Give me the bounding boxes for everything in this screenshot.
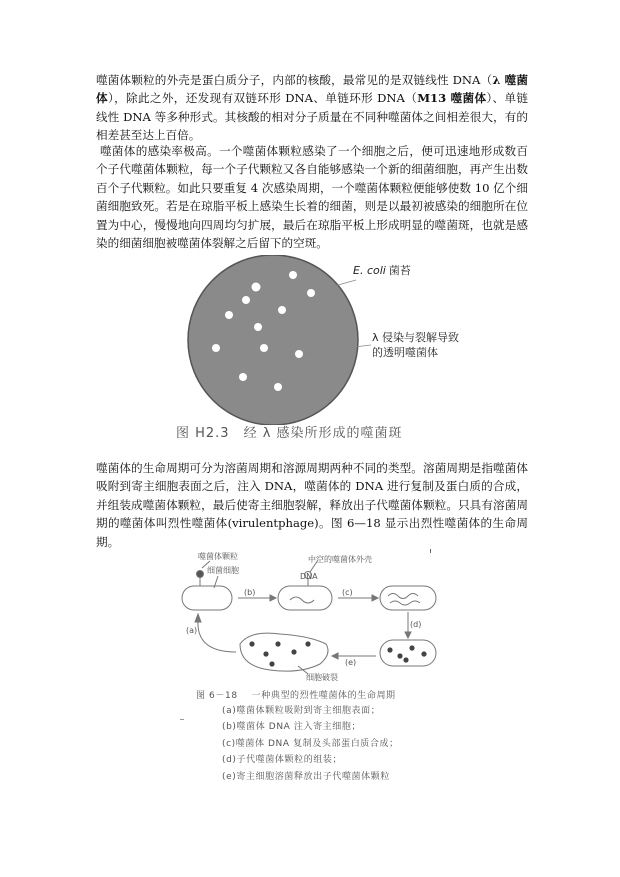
caption-text: 一种典型的烈性噬菌体的生命周期 xyxy=(251,691,396,701)
released-phage xyxy=(275,641,280,646)
figure-618-caption xyxy=(196,688,396,701)
released-phage xyxy=(249,641,254,646)
bacterial-cell xyxy=(182,586,232,610)
plaque xyxy=(307,289,315,297)
label-phage-particle: 噬菌体颗粒 xyxy=(198,552,238,561)
label-dna: DNA xyxy=(300,572,318,581)
caption-item: (e)寄主细胞溶菌释放出子代噬菌体颗粒 xyxy=(222,771,390,782)
plaque-plate-diagram xyxy=(186,255,516,425)
label-empty-shell: 中空的噬菌体外壳 xyxy=(308,555,372,564)
lysed-cell xyxy=(240,633,328,671)
caption-item: (d)子代噬菌体颗粒的组装； xyxy=(222,755,343,766)
released-phage xyxy=(269,661,274,666)
plaque xyxy=(260,344,268,352)
replicated-dna xyxy=(388,594,418,599)
phage-head xyxy=(197,571,204,578)
caption-item: (a)噬菌体颗粒吸附到寄主细胞表面； xyxy=(222,706,381,716)
injected-dna xyxy=(290,597,314,603)
arrowhead-e xyxy=(332,653,338,659)
label-ecoli-rest: 菌苔 xyxy=(388,264,411,277)
arrowhead-b xyxy=(270,595,276,601)
arrow-a xyxy=(198,620,236,652)
plaque xyxy=(295,350,303,358)
p1-text-c: ），除此之外，还发现有双链环形 DNA、单链环形 DNA（ xyxy=(107,91,418,106)
paragraph-phage-structure xyxy=(96,71,528,145)
caption-text: 经 λ 感染所形成的噬菌斑 xyxy=(243,426,403,441)
label-bacterial-cell: 细菌细胞 xyxy=(207,566,239,575)
paragraph-infection-rate: 噬菌体的感染率极高。一个噬菌体颗粒感染了一个细胞之后，便可迅速地形成数百个子代噬菌体颗粒，每一个子代颗粒又各自能够感染一个新的细菌细胞，再产生出数百个子代颗粒。如此只要重复 4 次感染周期，一个噬菌体颗粒便能够使数 10 亿个细菌细胞致死。若是在琼脂平板上感染生长着的细菌，则是以最初被感染的细胞所在位置为中心，慢慢地向四周均匀扩展，最后在琼脂平板上形成明显的噬菌斑，也就是感染的细菌细胞被噬菌体裂解之后留下的空斑。 xyxy=(96,144,528,251)
bacterial-cell xyxy=(380,586,436,610)
label-lysis-plaque xyxy=(372,330,459,360)
progeny-phage xyxy=(409,645,414,650)
caption-item: (c)噬菌体 DNA 复制及头部蛋白质合成； xyxy=(222,738,399,749)
caption-item: (b)噬菌体 DNA 注入寄主细胞； xyxy=(222,722,362,733)
caption-number: 图 H2.3 xyxy=(176,426,230,441)
p1-bold-lambda: λ 噬菌体 xyxy=(96,73,528,106)
paragraph-life-cycle: 噬菌体的生命周期可分为溶菌周期和溶源周期两种不同的类型。溶菌周期是指噬菌体吸附到寄主细胞表面之后，注入 DNA，噬菌体的 DNA 进行复制及蛋白质的合成，并组装成噬菌体颗粒，最后使寄主细胞裂解，释放出子代噬菌体颗粒。只具有溶菌周期的噬菌体叫烈性噬菌体(virulentphage)。图 6—18 显示出烈性噬菌体的生命周期。 xyxy=(96,461,528,549)
plaque xyxy=(254,323,262,331)
p1-text-a: 噬菌体颗粒的外壳是蛋白质分子，内部的核酸，最常见的是双链线性 DNA（ xyxy=(96,73,493,87)
released-phage xyxy=(305,641,310,646)
step-d-label: (d) xyxy=(410,620,422,629)
arrowhead-c xyxy=(372,595,378,601)
progeny-phage xyxy=(421,651,426,656)
step-c-label: (c) xyxy=(342,588,353,597)
p1-bold-m13: M13 噬菌体 xyxy=(417,91,487,106)
replicated-dna xyxy=(390,601,420,605)
arrowhead-a xyxy=(195,614,201,622)
scan-dash xyxy=(180,719,184,720)
progeny-phage xyxy=(403,657,408,662)
step-b-label: (b) xyxy=(244,588,256,597)
progeny-phage xyxy=(397,653,402,658)
plaque xyxy=(225,311,233,319)
arrowhead-d xyxy=(405,632,411,638)
plaque xyxy=(278,306,286,314)
plaque xyxy=(252,283,261,292)
caption-item-list xyxy=(196,703,399,785)
step-e-label: (e) xyxy=(345,658,357,667)
plaque xyxy=(242,296,250,304)
figure-h23-caption xyxy=(176,422,403,441)
plaque xyxy=(212,344,220,352)
label-ecoli-lawn xyxy=(353,262,411,278)
released-phage xyxy=(263,651,268,656)
bacterial-cell xyxy=(380,640,436,666)
agar-plate xyxy=(188,255,358,425)
plaque xyxy=(274,383,282,391)
p1-text-d: ）、单链线性 DNA 等多种形式。其核酸的相对分子质量在不同种噬菌体之间相差很大，有的相差甚至达上百倍。 xyxy=(96,91,528,143)
plaque xyxy=(239,373,247,381)
plaque xyxy=(289,271,297,279)
label-ecoli-italic: E. coli xyxy=(353,264,386,277)
label-cell-lysis: 细胞破裂 xyxy=(306,673,338,682)
progeny-phage xyxy=(387,647,392,652)
bacterial-cell xyxy=(278,586,332,610)
label-lysis-line1: λ 侵染与裂解导致 xyxy=(372,331,460,344)
caption-number: 图 6－18 xyxy=(196,691,238,701)
label-lysis-line2: 的透明噬菌体 xyxy=(372,346,438,359)
released-phage xyxy=(291,649,296,654)
step-a-label: (a) xyxy=(186,626,198,635)
